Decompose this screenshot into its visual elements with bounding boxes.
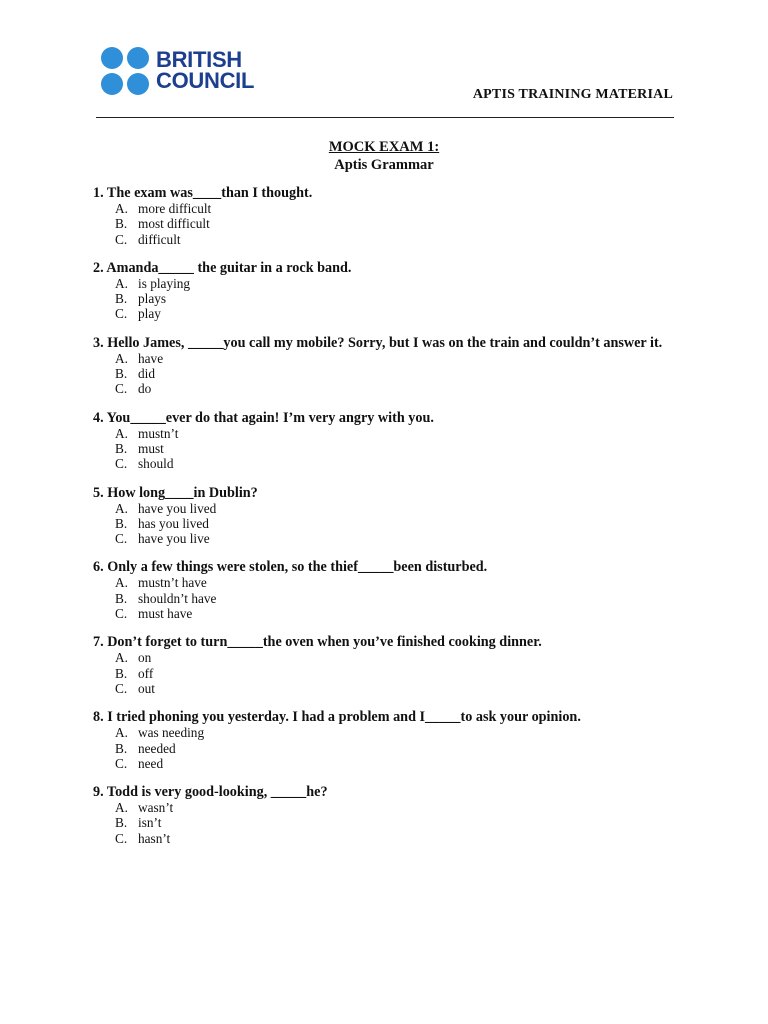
option-text: have xyxy=(138,350,164,366)
question-item xyxy=(93,560,703,621)
option-letter: A. xyxy=(115,350,128,366)
answer-option xyxy=(93,456,703,471)
option-text: difficult xyxy=(138,231,181,247)
option-text: need xyxy=(138,755,164,771)
answer-option xyxy=(93,276,703,291)
option-letter: B. xyxy=(115,216,128,232)
answer-option xyxy=(93,201,703,216)
question-text: 2. Amanda_____ the guitar in a rock band. xyxy=(93,259,352,276)
option-letter: A. xyxy=(115,425,128,441)
answer-option xyxy=(93,606,703,621)
question-item xyxy=(93,186,703,247)
option-text: more difficult xyxy=(138,201,212,216)
option-letter: C. xyxy=(115,830,128,846)
answer-option xyxy=(93,516,703,531)
question-text: 3. Hello James, _____you call my mobile? Sorry, but I was on the train and couldn’t answer it. xyxy=(93,334,663,351)
answer-option xyxy=(93,232,703,247)
question-list xyxy=(93,186,703,860)
answer-option xyxy=(93,756,703,771)
answer-options xyxy=(93,201,703,247)
answer-option xyxy=(93,216,703,231)
logo-dots-icon xyxy=(101,47,149,95)
question-item xyxy=(93,635,703,696)
option-letter: A. xyxy=(115,201,128,216)
answer-option xyxy=(93,650,703,665)
option-text: off xyxy=(138,665,154,681)
logo-line-1: BRITISH xyxy=(156,47,242,72)
question-item xyxy=(93,336,703,397)
question-text: 5. How long____in Dublin? xyxy=(93,484,258,501)
exam-title-line-1: MOCK EXAM 1: xyxy=(328,139,440,155)
option-letter: A. xyxy=(115,275,128,291)
option-text: wasn’t xyxy=(138,800,174,816)
option-text: play xyxy=(138,306,161,322)
logo-wordmark xyxy=(156,49,276,91)
option-letter: B. xyxy=(115,366,128,382)
answer-option xyxy=(93,591,703,606)
option-letter: B. xyxy=(115,815,128,831)
option-text: was needing xyxy=(138,725,205,741)
answer-option xyxy=(93,351,703,366)
option-text: do xyxy=(138,381,152,397)
option-letter: B. xyxy=(115,740,128,756)
question-item xyxy=(93,261,703,322)
header-divider xyxy=(96,117,674,118)
question-text: 6. Only a few things were stolen, so the thief_____been disturbed. xyxy=(93,559,488,576)
answer-option xyxy=(93,531,703,546)
answer-options xyxy=(93,650,703,696)
answer-option xyxy=(93,575,703,590)
answer-option xyxy=(93,815,703,830)
option-letter: C. xyxy=(115,680,128,696)
logo-line-2: COUNCIL xyxy=(156,68,255,93)
answer-options xyxy=(93,725,703,771)
question-text: 4. You_____ever do that again! I’m very angry with you. xyxy=(93,409,434,426)
option-letter: B. xyxy=(115,291,128,307)
option-text: hasn’t xyxy=(138,830,171,846)
answer-option xyxy=(93,381,703,396)
option-text: is playing xyxy=(138,275,191,291)
answer-option xyxy=(93,741,703,756)
option-letter: A. xyxy=(115,650,128,666)
option-letter: C. xyxy=(115,531,128,547)
answer-options xyxy=(93,426,703,472)
option-letter: C. xyxy=(115,231,128,247)
option-text: has you lived xyxy=(138,515,209,531)
option-text: out xyxy=(138,680,155,696)
answer-option xyxy=(93,426,703,441)
option-text: isn’t xyxy=(138,815,162,831)
option-letter: A. xyxy=(115,575,128,591)
answer-option xyxy=(93,366,703,381)
question-item xyxy=(93,785,703,846)
option-letter: B. xyxy=(115,590,128,606)
question-text: 9. Todd is very good-looking, _____he? xyxy=(93,784,328,801)
answer-option xyxy=(93,501,703,516)
answer-option xyxy=(93,441,703,456)
option-letter: A. xyxy=(115,500,128,516)
option-letter: C. xyxy=(115,306,128,322)
answer-option xyxy=(93,666,703,681)
option-letter: C. xyxy=(115,606,128,622)
option-text: have you live xyxy=(138,531,210,547)
exam-title-line-2: Aptis Grammar xyxy=(334,157,434,173)
answer-option xyxy=(93,306,703,321)
answer-option xyxy=(93,681,703,696)
option-text: shouldn’t have xyxy=(138,590,217,606)
answer-options xyxy=(93,575,703,621)
answer-option xyxy=(93,800,703,815)
option-letter: A. xyxy=(115,800,128,816)
option-letter: B. xyxy=(115,440,128,456)
option-text: did xyxy=(138,366,155,382)
question-text: 7. Don’t forget to turn_____the oven when you’ve finished cooking dinner. xyxy=(93,634,542,651)
question-text: 1. The exam was____than I thought. xyxy=(93,185,313,201)
option-text: needed xyxy=(138,740,176,756)
option-text: plays xyxy=(138,291,167,307)
answer-options xyxy=(93,276,703,322)
question-item xyxy=(93,486,703,547)
question-text: 8. I tried phoning you yesterday. I had a problem and I_____to ask your opinion. xyxy=(93,709,581,726)
exam-title xyxy=(0,138,768,174)
option-text: mustn’t xyxy=(138,425,179,441)
option-text: must have xyxy=(138,606,193,622)
answer-option xyxy=(93,291,703,306)
option-letter: C. xyxy=(115,755,128,771)
option-text: must xyxy=(138,440,164,456)
header-title: APTIS TRAINING MATERIAL xyxy=(472,87,673,102)
answer-option xyxy=(93,725,703,740)
question-item xyxy=(93,710,703,771)
option-letter: A. xyxy=(115,725,128,741)
option-text: most difficult xyxy=(138,216,210,232)
option-text: on xyxy=(138,650,152,666)
answer-option xyxy=(93,831,703,846)
option-letter: B. xyxy=(115,515,128,531)
question-item xyxy=(93,411,703,472)
option-letter: C. xyxy=(115,381,128,397)
option-text: mustn’t have xyxy=(138,575,207,591)
answer-options xyxy=(93,800,703,846)
answer-options xyxy=(93,501,703,547)
option-letter: B. xyxy=(115,665,128,681)
option-text: have you lived xyxy=(138,500,217,516)
answer-options xyxy=(93,351,703,397)
option-letter: C. xyxy=(115,456,128,472)
option-text: should xyxy=(138,456,174,472)
